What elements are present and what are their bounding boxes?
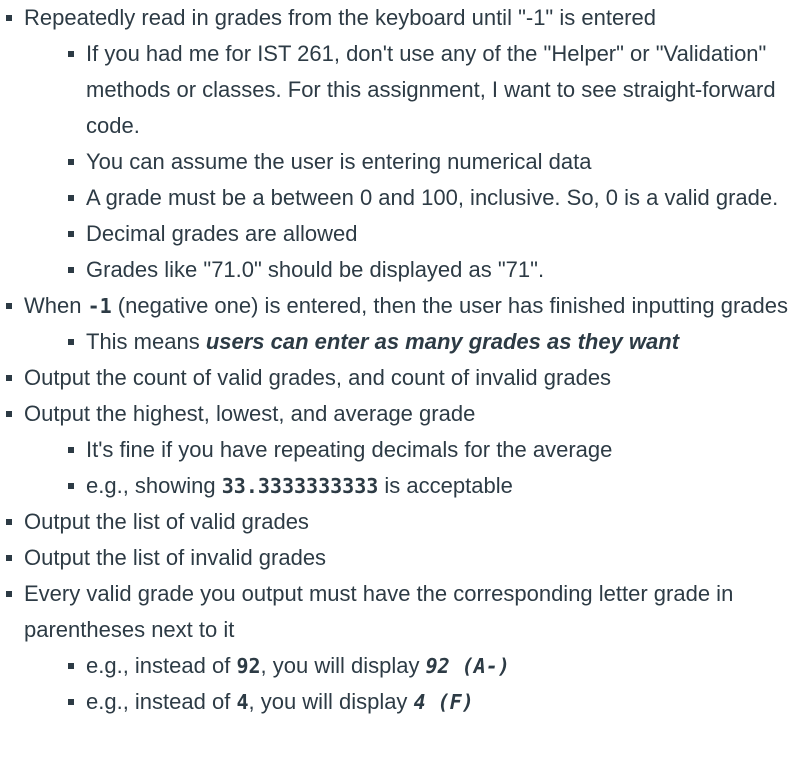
item-text: It's fine if you have repeating decimals for the average xyxy=(86,437,613,462)
item-text-pre: When xyxy=(24,293,88,318)
bullet-icon xyxy=(6,15,12,21)
list-item xyxy=(0,576,799,720)
bullet-icon xyxy=(6,591,12,597)
bullet-icon xyxy=(68,51,74,57)
inline-code-example: 4 (F) xyxy=(413,690,474,714)
sub-list-item xyxy=(24,468,799,504)
bullet-icon xyxy=(6,375,12,381)
item-text: A grade must be a between 0 and 100, inclusive. So, 0 is a valid grade. xyxy=(86,185,779,210)
item-text: Output the list of valid grades xyxy=(24,509,309,534)
inline-code: 92 xyxy=(236,654,261,678)
sub-list-item xyxy=(24,36,799,144)
sub-list-item xyxy=(24,180,799,216)
item-text-pre: e.g., instead of xyxy=(86,653,237,678)
bullet-icon xyxy=(68,339,74,345)
item-text: Output the list of invalid grades xyxy=(24,545,327,570)
list-item xyxy=(0,0,799,288)
bullet-icon xyxy=(68,699,74,705)
list-item xyxy=(0,396,799,504)
bullet-icon xyxy=(68,483,74,489)
sub-list xyxy=(24,648,799,720)
sub-list-item xyxy=(24,252,799,288)
item-text-pre: e.g., showing xyxy=(86,473,222,498)
list-item xyxy=(0,540,799,576)
sub-list-item xyxy=(24,432,799,468)
sub-list-item xyxy=(24,684,799,720)
inline-code: 33.3333333333 xyxy=(221,474,379,498)
item-text-pre: This means xyxy=(86,329,206,354)
item-text-mid: , you will display xyxy=(260,653,426,678)
bullet-icon xyxy=(68,267,74,273)
bullet-icon xyxy=(68,195,74,201)
list-item xyxy=(0,360,799,396)
sub-list-item xyxy=(24,324,799,360)
bullet-icon xyxy=(68,447,74,453)
list-item xyxy=(0,288,799,360)
item-text: Decimal grades are allowed xyxy=(86,221,358,246)
item-text-post: (negative one) is entered, then the user has finished inputting grades xyxy=(111,293,789,318)
emphasis-text: users can enter as many grades as they want xyxy=(205,329,680,354)
sub-list xyxy=(24,324,799,360)
sub-list-item xyxy=(24,648,799,684)
item-text: You can assume the user is entering numerical data xyxy=(86,149,592,174)
inline-code: 4 xyxy=(236,690,249,714)
item-text: Grades like "71.0" should be displayed as "71". xyxy=(86,257,545,282)
sub-list-item xyxy=(24,144,799,180)
bullet-icon xyxy=(68,159,74,165)
sub-list xyxy=(24,36,799,288)
item-text-mid: , you will display xyxy=(248,689,414,714)
bullet-icon xyxy=(68,663,74,669)
sub-list xyxy=(24,432,799,504)
item-text-pre: e.g., instead of xyxy=(86,689,237,714)
bullet-icon xyxy=(6,303,12,309)
item-text: Every valid grade you output must have the corresponding letter grade in parentheses next to it xyxy=(24,581,734,642)
inline-code: -1 xyxy=(87,294,112,318)
item-text: If you had me for IST 261, don't use any of the "Helper" or "Validation" methods or classes. For this assignment, I want to see straight-forward code. xyxy=(86,41,776,138)
inline-code-example: 92 (A-) xyxy=(425,654,510,678)
item-text: Output the highest, lowest, and average grade xyxy=(24,401,476,426)
bullet-icon xyxy=(68,231,74,237)
list-item xyxy=(0,504,799,540)
bullet-icon xyxy=(6,555,12,561)
item-text: Repeatedly read in grades from the keyboard until "-1" is entered xyxy=(24,5,656,30)
item-text-post: is acceptable xyxy=(378,473,513,498)
bullet-icon xyxy=(6,411,12,417)
bullet-icon xyxy=(6,519,12,525)
item-text: Output the count of valid grades, and count of invalid grades xyxy=(24,365,612,390)
sub-list-item xyxy=(24,216,799,252)
